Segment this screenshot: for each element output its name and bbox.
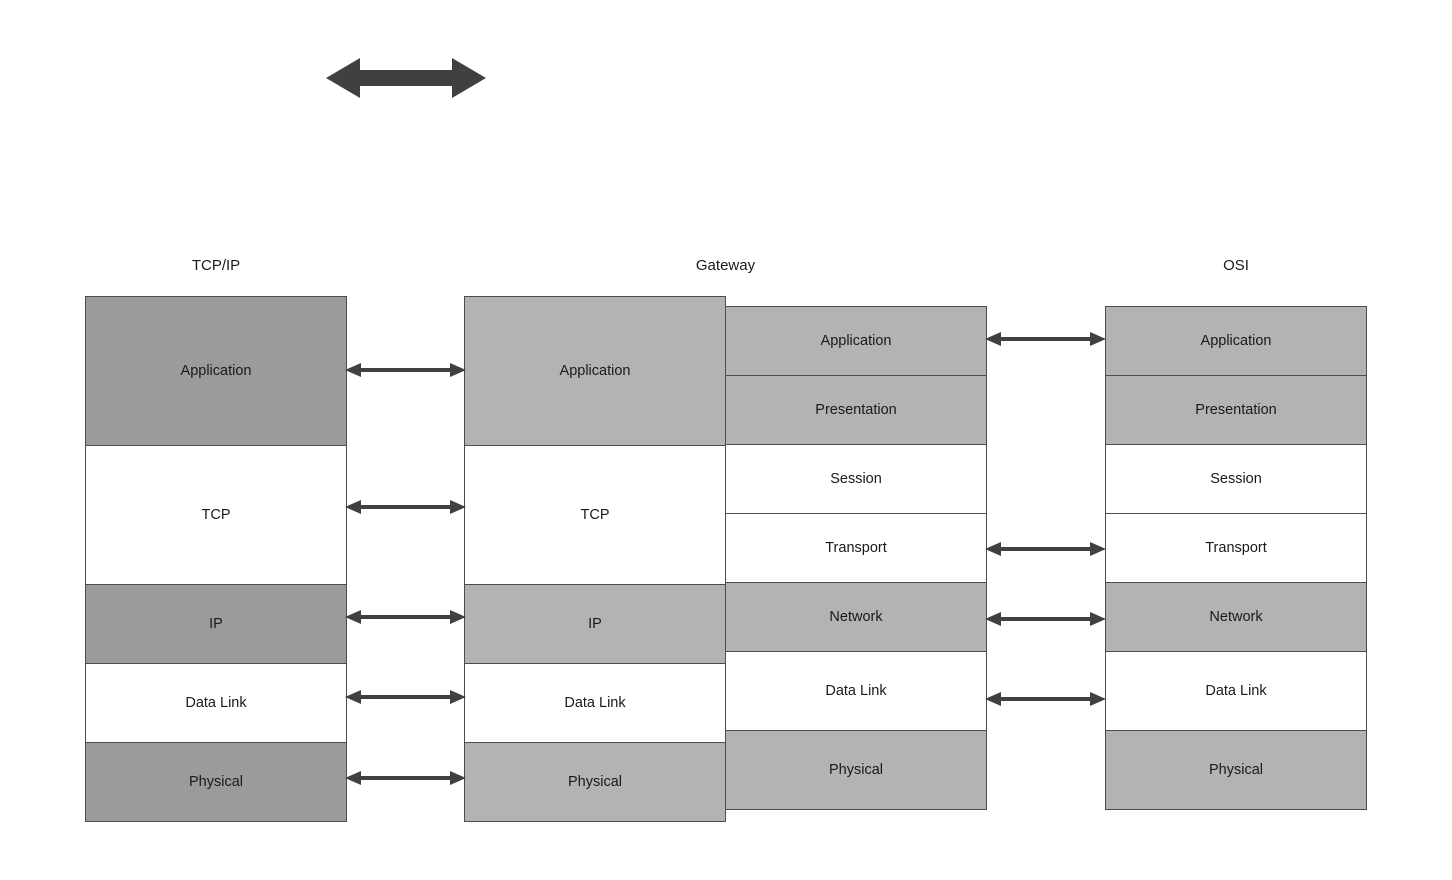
- layer-tcpip-tcp: TCP: [85, 445, 347, 585]
- arrow-tcpip-ip-to-gateway-ip: [345, 605, 466, 629]
- column-title-osi: OSI: [1223, 257, 1249, 274]
- arrow-tcpip-datalink-to-gateway-datalink: [345, 685, 466, 709]
- layer-tcpip-ip: IP: [85, 584, 347, 664]
- arrow-gateway-transport-to-osi-transport: [985, 537, 1106, 561]
- layer-tcpip-data-link: Data Link: [85, 663, 347, 743]
- layer-gateway-right-presentation: Presentation: [725, 375, 987, 445]
- stack-osi: [1105, 306, 1367, 810]
- layer-gateway-right-physical: Physical: [725, 730, 987, 810]
- layer-gateway-left-ip: IP: [464, 584, 726, 664]
- column-title-gateway: Gateway: [695, 257, 756, 274]
- layer-osi-session: Session: [1105, 444, 1367, 514]
- layer-gateway-right-transport: Transport: [725, 513, 987, 583]
- layer-gateway-right-data-link: Data Link: [725, 651, 987, 731]
- column-title-tcpip: TCP/IP: [191, 257, 241, 274]
- arrow-gateway-network-to-osi-network: [985, 607, 1106, 631]
- layer-osi-physical: Physical: [1105, 730, 1367, 810]
- double-arrow-icon: [326, 54, 486, 102]
- layer-gateway-right-session: Session: [725, 444, 987, 514]
- layer-gateway-right-network: Network: [725, 582, 987, 652]
- layer-osi-presentation: Presentation: [1105, 375, 1367, 445]
- arrow-gateway-application-to-osi-application: [985, 327, 1106, 351]
- stack-tcpip: [85, 296, 347, 822]
- stack-gateway-left: [464, 296, 726, 822]
- stack-gateway-right: [725, 306, 987, 810]
- layer-gateway-left-tcp: TCP: [464, 445, 726, 585]
- arrow-tcpip-tcp-to-gateway-tcp: [345, 495, 466, 519]
- layer-osi-data-link: Data Link: [1105, 651, 1367, 731]
- layer-osi-network: Network: [1105, 582, 1367, 652]
- layer-gateway-right-application: Application: [725, 306, 987, 376]
- layer-osi-application: Application: [1105, 306, 1367, 376]
- arrow-tcpip-physical-to-gateway-physical: [345, 766, 466, 790]
- arrow-gateway-datalink-to-osi-datalink: [985, 687, 1106, 711]
- layer-gateway-left-application: Application: [464, 296, 726, 446]
- layer-tcpip-application: Application: [85, 296, 347, 446]
- layer-tcpip-physical: Physical: [85, 742, 347, 822]
- layer-gateway-left-data-link: Data Link: [464, 663, 726, 743]
- layer-osi-transport: Transport: [1105, 513, 1367, 583]
- layer-gateway-left-physical: Physical: [464, 742, 726, 822]
- arrow-tcpip-application-to-gateway-application: [345, 358, 466, 382]
